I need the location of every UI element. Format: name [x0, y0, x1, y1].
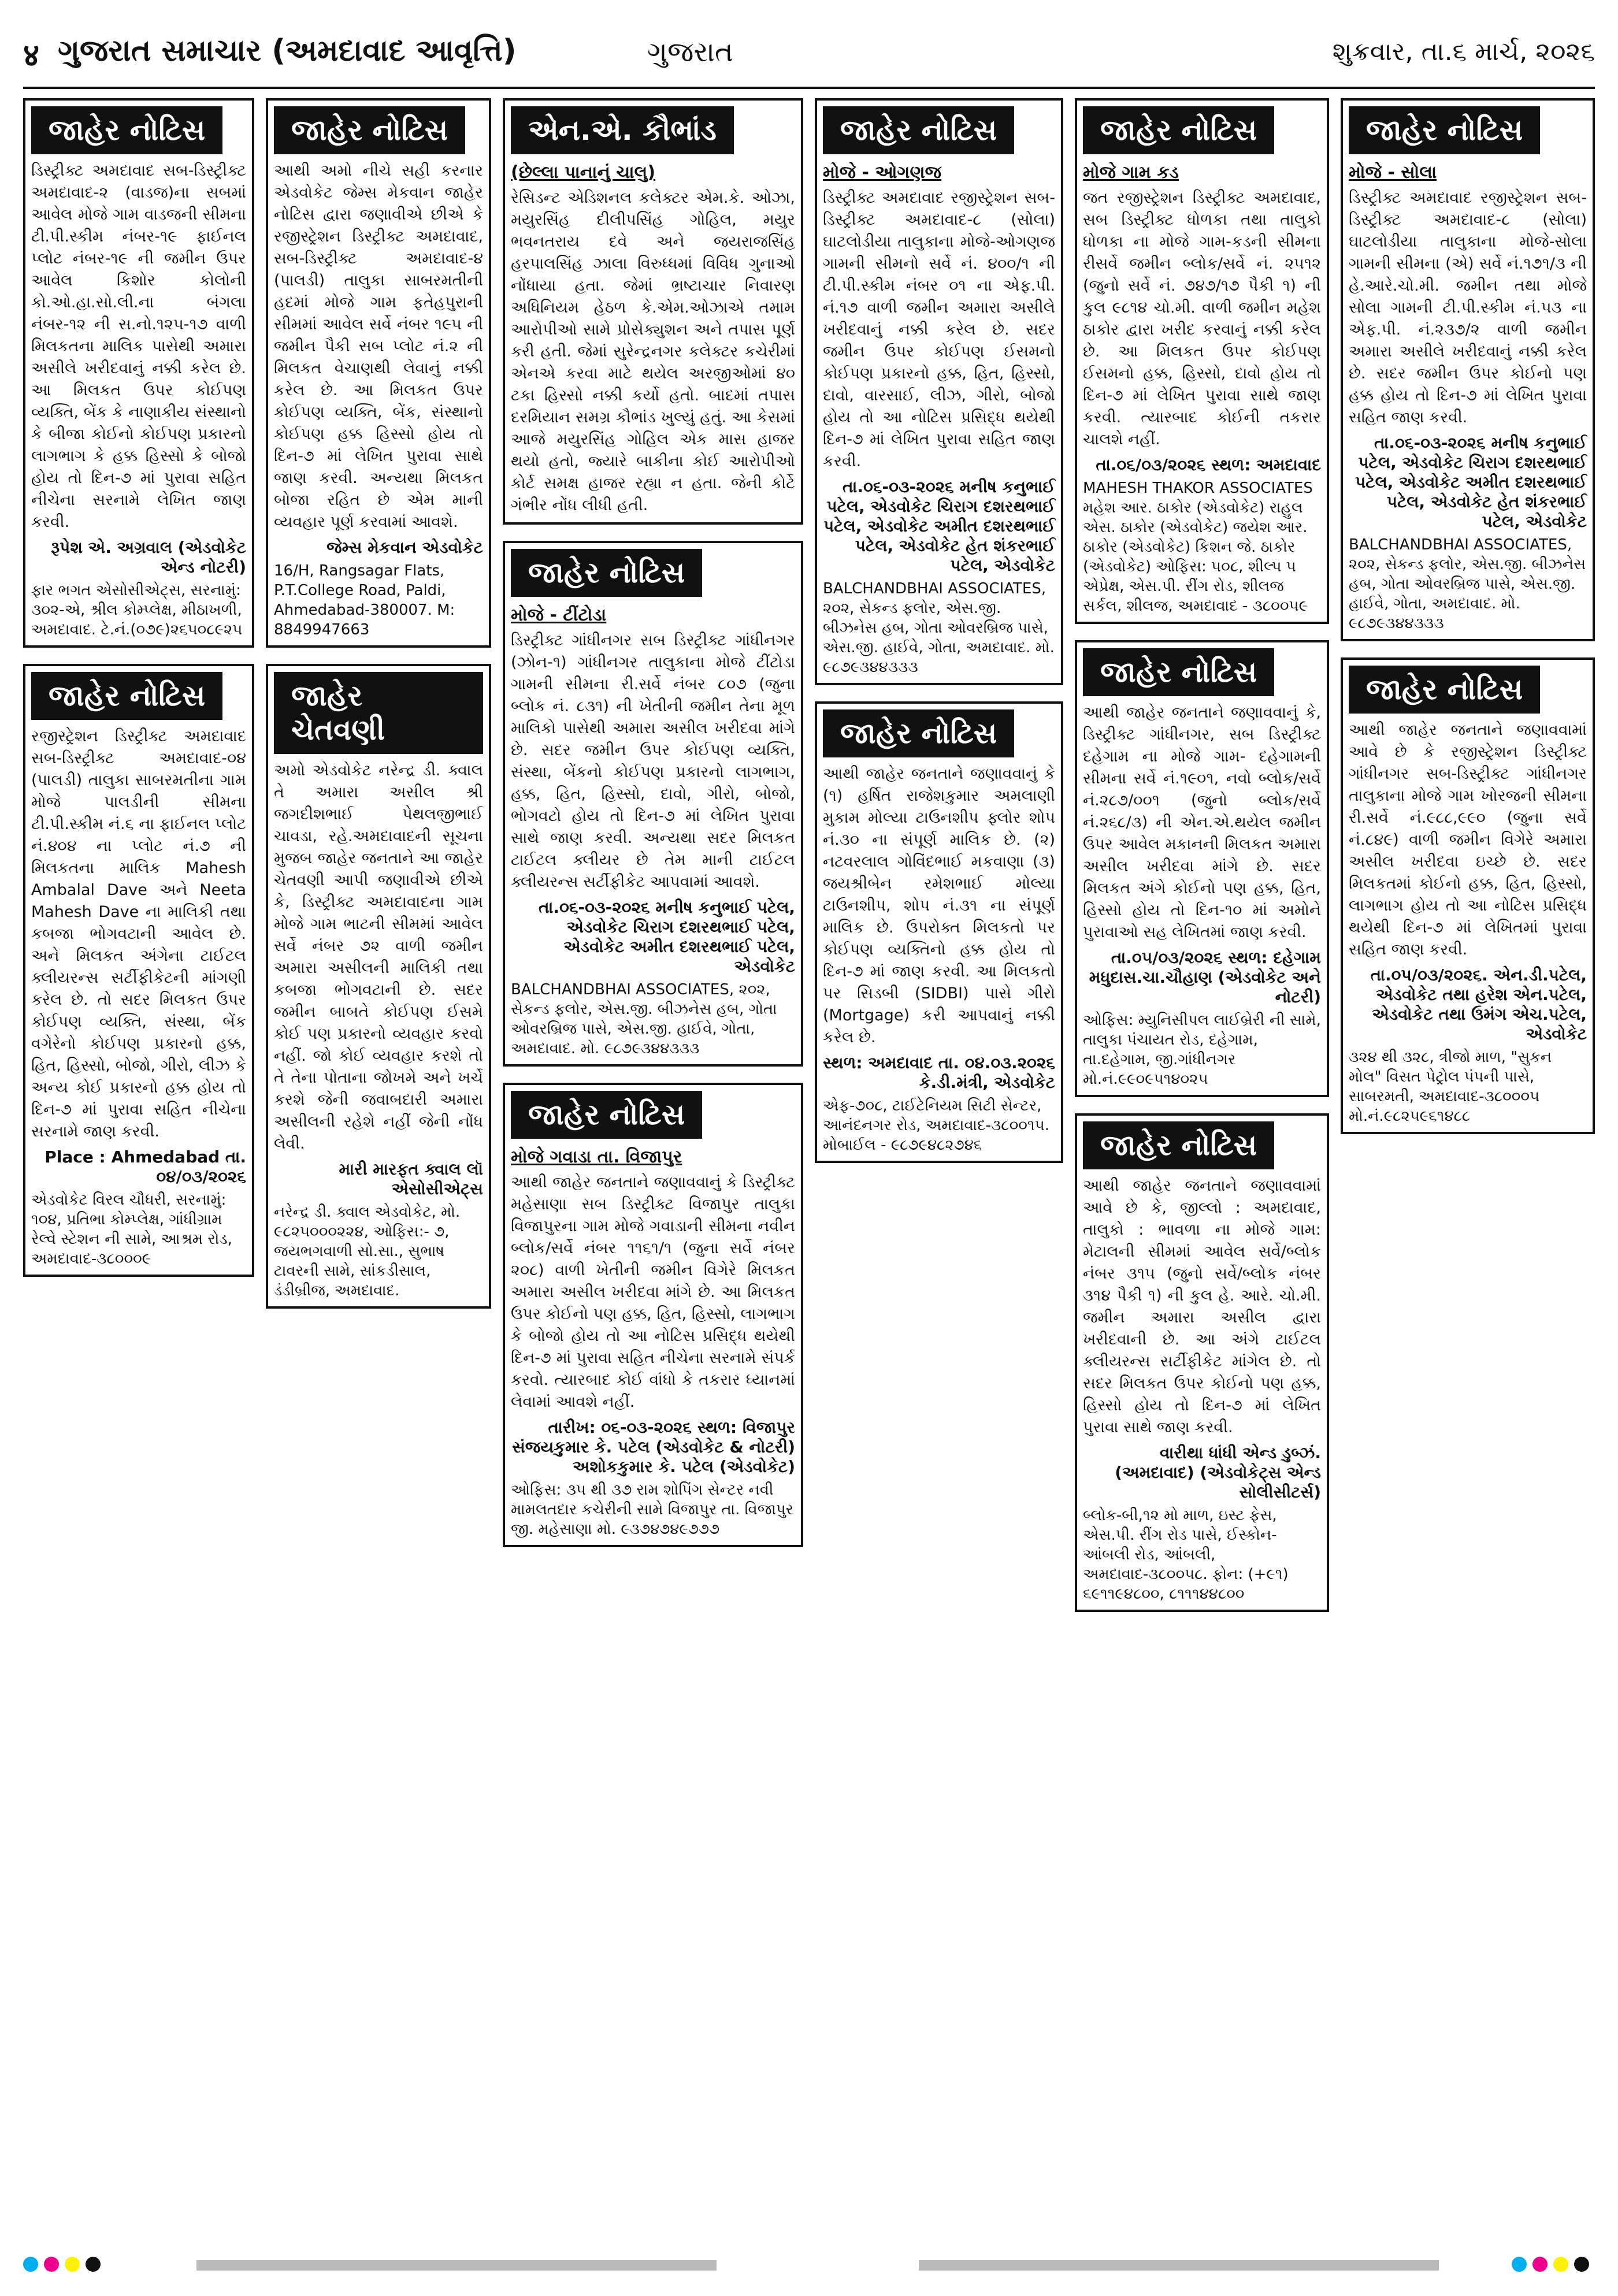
- notice-address: બ્લોક-બી,૧૨ મો માળ, ઇસ્ટ ફેસ, એસ.પી. રીંગ રોડ પાસે, ઈસ્કોન-આંબલી રોડ, આંબલી, અમદાવાદ-૩૮૦૦૫૮. ફોન: (+૯૧) ૬૯૧૧૯૪૮૦૦, ૮૧૧૧૪૪૮૦૦: [1083, 1507, 1289, 1603]
- notice-body: આથી જાહેર જનતાને જણાવવાનું કે ડિસ્ટ્રીક્ટ મહેસાણા સબ ડિસ્ટ્રીક્ટ વિજાપુર તાલુકા વિજાપુરના ગામ મોજે ગવાડાની સીમના નવીન બ્લોક/સર્વે નંબર ૧૧૬૧/૧ (જુના સર્વે નંબર ૨૦૮) વાળી ખેતીની જમીન વિગેરે મિલકત અમારા અસીલ ખરીદવા માંગે છે. આ મિલકત ઉપર કોઈનો પણ હક્ક, હિત, હિસ્સો, લાગભાગ કે બોજો હોય તો આ નોટિસ પ્રસિદ્ધ થયેથી દિન-૭ માં પુરાવા સહિત નીચેના સરનામે સંપર્ક કરવો. ત્યારબાદ કોઈ વાંધો કે તકરાર ધ્યાનમાં લેવામાં આવશે નહીં.: [511, 1173, 800, 1411]
- notice-advocate: જેમ્સ મેકવાન એડવોકેટ: [326, 538, 483, 557]
- notice-address: ઓફિસ: મ્યુનિસીપલ લાઈબ્રેરી ની સામે, તાલુકા પંચાયત રોડ, દહેગામ, તા.દહેગામ, જી.ગાંધીનગર મો.નં.૯૯૦૯૫૧૪૦૨૫: [1083, 1012, 1321, 1088]
- notice-title: જાહેર નોટિસ: [1349, 106, 1540, 154]
- notice-village: મોજે ગવાડા તા. વિજાપુર: [511, 1147, 682, 1167]
- notice: [815, 98, 1063, 685]
- masthead: ગુજરાત સમાચાર (અમદાવાદ આવૃત્તિ): [58, 34, 517, 68]
- notice-body: જત રજીસ્ટ્રેશન ડિસ્ટ્રીક્ટ અમદાવાદ, સબ ડિસ્ટ્રીક્ટ ધોળકા તથા તાલુકો ધોળકા ના મોજે ગામ-કડની સીમના રીસર્વે જમીન બ્લોક/સર્વે નં. ૨૫૧૨ (જુનો સર્વે નં. ૭૪૭/૧૭ પૈકી ૧) ની કુલ ૯૮૧૪ ચો.મી. વાળી જમીન મહેશ ઠાકોર દ્વારા ખરીદ કરવાનું નક્કી કરેલ છે. આ મિલકત ઉપર કોઈપણ ઈસમનો હક્ક, હિસ્સો, દાવો હોય તો દિન-૭ માં લેખિત પુરાવા સાથે જાણ કરવી. ત્યારબાદ કોઈની તકરાર ચાલશે નહીં.: [1083, 189, 1326, 448]
- notice-body: ડિસ્ટ્રીક્ટ અમદાવાદ રજીસ્ટ્રેશન સબ-ડિસ્ટ્રીક્ટ અમદાવાદ-૮ (સોલા) ઘાટલોડીયા તાલુકાના મોજે-ઓગણજ ગામની સીમનો સર્વે નં. ૪૦૦/૧ ની ટી.પી.સ્કીમ નંબર ૦૧ ના એફ.પી. નં.૧૭ વાળી જમીન અમારા અસીલે ખરીદવાનું નક્કી કરેલ છે. સદર જમીન ઉપર કોઈપણ ઈસમનો કોઈપણ પ્રકારનો હક્ક, હિત, હિસ્સો, દાવો, વારસાઈ, લીઝ, ગીરો, બોજો હોય તો આ નોટિસ પ્રસિદ્ધ થયેથી દિન-૭ માં લેખિત પુરાવા સહિત જાણ કરવી.: [823, 189, 1060, 470]
- notice-address: એડવોકેટ વિરલ ચૌધરી, સરનામું: ૧૦૪, પ્રતિભા કોમ્પ્લેક્ષ, ગાંધીગ્રામ રેલ્વે સ્ટેશન ની સામે, આશ્રમ રોડ, અમદાવાદ-૩૮૦૦૦૯: [31, 1191, 232, 1268]
- notice-title: જાહેર નોટિસ: [31, 106, 222, 154]
- notice-advocate: Place : Ahmedabad તા. ૦૪/૦૩/૨૦૨૬: [44, 1147, 246, 1186]
- notice-advocate: તા.૦૬-૦૩-૨૦૨૬ મનીષ કનુભાઈ પટેલ, એડવોકેટ ચિરાગ દશરથભાઈ પટેલ, એડવોકેટ અમીત દશરથભાઈ પટેલ, એડવોકેટ હેત શંકરભાઈ પટેલ, એડવોકેટ: [823, 477, 1055, 575]
- magenta-dot: [1532, 2257, 1548, 2272]
- section-title: ગુજરાત: [647, 36, 733, 68]
- column-6: [1341, 98, 1595, 1150]
- notice-advocate: તા.૦૫/૦૩/૨૦૨૬ સ્થળ: દહેગામ મધુદાસ.ચા.ચૌહાણ (એડવોકેટ અને નોટરી): [1089, 948, 1321, 1006]
- notice: [1075, 1113, 1329, 1612]
- notice: [1075, 640, 1329, 1097]
- article-body: રેસિડન્ટ એડિશનલ કલેક્ટર એમ.કે. ઓઝા, મયુરસિંહ દીલીપસિંહ ગોહિલ, મયુર ભવનતરાય દવે અને જયરાજસિંહ હરપાલસિંહ ઝાલા વિરુધ્ધમાં વિવિધ ગુનાઓ નોંધાયા હતા. જેમાં ભ્રષ્ટાચાર નિવારણ અધિનિયમ હેઠળ કે.એમ.ઓઝાએ તમામ આરોપીઓ સામે પ્રોસેક્યુશન અને તપાસ પૂર્ણ કરી હતી. જેમાં સુરેન્દ્રનગર કલેક્ટર કચેરીમાં એનએ કરવા માટે થયેલ અરજીઓમાં ૪૦ ટકા હિસ્સો નક્કી કર્યો હતો. બાદમાં તપાસ દરમિયાન સમગ્ર કૌભાંડ ખુલ્યું હતું. આ કેસમાં આજે મયુરસિંહ ગોહિલ એક માસ હાજર થયો હતો, જ્યારે બાકીના કોઈ આરોપીઓ કોર્ટ સમક્ષ હાજર રહ્યા ન હતા. જેની કોર્ટે ગંભીર નોંધ લીધી હતી.: [511, 189, 800, 514]
- notice-advocate: તા.૦૬-૦૩-૨૦૨૬ મનીષ કનુભાઈ પટેલ, એડવોકેટ ચિરાગ દશરથભાઈ પટેલ, એડવોકેટ અમીત દશરથભાઈ પટેલ, એડવોકેટ: [538, 898, 795, 976]
- notice-body: ડિસ્ટ્રીક્ટ ગાંધીનગર સબ ડિસ્ટ્રીક્ટ ગાંધીનગર (ઝોન-૧) ગાંધીનગર તાલુકાના મોજે ટીંટોડા ગામની સીમના રી.સર્વે નંબર ૮૦૭ (જુના બ્લોક નં. ૮૩૧) ની ખેતીની જમીન તેના મૂળ માલિકો પાસેથી અમારા અસીલ ખરીદવા માંગે છે. સદર જમીન ઉપર કોઈપણ વ્યક્તિ, સંસ્થા, બેંકનો કોઈપણ પ્રકારનો લાગભાગ, હક્ક, હિત, હિસ્સો, દાવો, ગીરો, બોજો, ભોગવટો હોય તો દિન-૭ માં લેખિત પુરાવા સાથે જાણ કરવી. અન્યથા સદર મિલકત ટાઈટલ ક્લીયર છે તેમ માની ટાઈટલ ક્લીયરન્સ સર્ટીફીકેટ આપવામાં આવશે.: [511, 631, 800, 891]
- notice-advocate: તા.૦૬-૦૩-૨૦૨૬ મનીષ કનુભાઈ પટેલ, એડવોકેટ ચિરાગ દશરથભાઈ પટેલ, એડવોકેટ અમીત દશરથભાઈ પટેલ, એડવોકેટ હેત શંકરભાઈ પટેલ, એડવોકેટ: [1355, 433, 1587, 531]
- notice-address: 16/H, Rangsagar Flats, P.T.College Road, Paldi, Ahmedabad-380007. M: 8849947663: [274, 562, 455, 638]
- notice-title: જાહેર નોટિસ: [823, 106, 1014, 154]
- color-registration-right: [1512, 2257, 1595, 2274]
- notice-body: આથી જાહેર જનતાને જણાવવાનું કે, ડિસ્ટ્રીક્ટ ગાંધીનગર, સબ ડિસ્ટ્રીક્ટ દહેગામ ના મોજે ગામ- દહેગામની સીમના સર્વે નં.૧૯૦૧, નવો બ્લોક/સર્વે નં.૨૮૭/૦૦૧ (જુનો બ્લોક/સર્વે નં.૨૬૮/૩) ની એન.એ.થયેલ જમીન ઉપર આવેલ મકાનની મિલકત અમારા અસીલ ખરીદવા માંગે છે. સદર મિલકત અંગે કોઈનો પણ હક્ક, હિત, હિસ્સો હોય તો દિન-૧૦ માં અમોને પુરાવાઓ સહ લેખિતમાં જાણ કરવી.: [1083, 704, 1326, 941]
- notice-address: BALCHANDBHAI ASSOCIATES, ૨૦૨, સેકન્ડ ફલોર, એસ.જી. બીઝનેસ હબ, ગોતા ઓવરબ્રિજ પાસે, એસ.જી. હાઈવે, ગોતા, અમદાવાદ. મો. ૯૮૭૯૩૪૪૩૩૩: [511, 981, 777, 1057]
- notice-advocate: રૂપેશ એ. અગ્રવાલ (એડવોકેટ એન્ડ નોટરી): [51, 538, 246, 577]
- article-title: એન.એ. કૌભાંડ: [511, 106, 734, 154]
- notice-body: આથી જાહેર જનતાને જણાવવાનું કે (૧) હર્ષિત રાજેશકુમાર અમલાણી મુકામ મોલ્યા ટાઉનશીપ ફ્લોર શોપ નં.૩૦ ના સંપૂર્ણ માલિક છે. (૨) નટવરલાલ ગોવિંદભાઈ મકવાણા (૩) જયશ્રીબેન રમેશભાઈ મોલ્યા ટાઉનશીપ, શોપ નં.૩૧ ના સંપૂર્ણ માલિક છે. ઉપરોક્ત મિલકતો પર કોઈપણ વ્યક્તિનો હક્ક હોય તો દિન-૭ માં જાણ કરવી. આ મિલકતો પર સિડબી (SIDBI) પાસે ગીરો (Mortgage) કરી આપવાનું નક્કી કરેલ છે.: [823, 765, 1060, 1046]
- yellow-dot: [65, 2257, 80, 2272]
- notice-title: જાહેર નોટિસ: [823, 709, 1014, 757]
- cyan-dot: [1512, 2257, 1527, 2272]
- notice-advocate: વારીથા ધાંધી એન્ડ ડુબ્ઝં. (અમદાવાદ) (એડવોકેટ્સ એન્ડ સોલીસીટર્સ): [1115, 1443, 1321, 1502]
- notice-title: જાહેર નોટિસ: [1083, 648, 1274, 696]
- notice-advocate: મારી મારફત ક્વાલ લૉ એસોસીએટ્સ: [339, 1160, 483, 1198]
- notice-title: જાહેર નોટિસ: [511, 1091, 702, 1139]
- notice: [815, 701, 1063, 1163]
- notice-title: જાહેર નોટિસ: [1349, 666, 1540, 714]
- cyan-dot: [23, 2257, 38, 2272]
- registration-bar: [196, 2260, 717, 2271]
- notice: [1075, 98, 1329, 624]
- page-footer: [23, 2253, 1595, 2276]
- notice-advocate: તા.૦૫/૦૩/૨૦૨૬. એન.ડી.પટેલ, એડવોકેટ તથા હરેશ એન.પટેલ, એડવોકેટ તથા ઉમંગ એચ.પટેલ, એડવોકેટ: [1370, 965, 1587, 1043]
- issue-date: શુક્રવાર, તા.૬ માર્ચ, ૨૦૨૬: [1332, 37, 1595, 66]
- notice-title: જાહેર નોટિસ: [1083, 106, 1274, 154]
- notice-body: ડિસ્ટ્રીક્ટ અમદાવાદ રજીસ્ટ્રેશન સબ-ડિસ્ટ્રીક્ટ અમદાવાદ-૮ (સોલા) ઘાટલોડીયા તાલુકાના મોજે-સોલા ગામની સીમના (એ) સર્વે નં.૧૭૧/૩ ની હે.આરે.ચો.મી. જમીન તથા મોજે સોલા ગામની ટી.પી.સ્કીમ નં.૫૩ ના એફ.પી. નં.૨૩૭/૨ વાળી જમીન અમારા અસીલે ખરીદવાનું નક્કી કરેલ છે. સદર જમીન ઉપર કોઈનો પણ હક્ક હોય તો દિન-૭ માં લેખિત પુરાવા સહિત જાણ કરવી.: [1349, 189, 1592, 426]
- notice: [1341, 98, 1595, 641]
- notice-body: આથી અમો નીચે સહી કરનાર એડવોકેટ જેમ્સ મેકવાન જાહેર નોટિસ દ્વારા જણાવીએ છીએ કે રજીસ્ટ્રેશન ડિસ્ટ્રીક્ટ અમદાવાદ, સબ-ડિસ્ટ્રીક્ટ અમદાવાદ-૪ (પાલડી) તાલુકા સાબરમતીની હદમાં મોજે ગામ ફતેહપુરાની સીમમાં આવેલ સર્વે નંબર ૧૯૫ ની જમીન પૈકી સબ પ્લોટ નં.૨ ની મિલકત વેચાણથી લેવાનું નક્કી કરેલ છે. આ મિલકત ઉપર કોઈપણ વ્યક્તિ, બેંક, સંસ્થાનો કોઈપણ હક્ક હિસ્સો હોય તો દિન-૭ માં લેખિત પુરાવા સાથે જાણ કરવી. અન્યથા મિલકત બોજા રહિત છે એમ માની વ્યવહાર પૂર્ણ કરવામાં આવશે.: [274, 162, 488, 531]
- notice: [1341, 657, 1595, 1134]
- registration-bar: [919, 2260, 1439, 2271]
- notice: [266, 98, 491, 648]
- notice-village: મોજે - ઓગણજ: [823, 162, 941, 183]
- notice-address: એફ-૭૦૮, ટાઈટેનિયમ સિટી સેન્ટર, આનંદનગર રોડ, અમદાવાદ-૩૮૦૦૧૫. મોબાઈલ - ૯૮૭૯૪૮૨૭૪૬: [823, 1097, 1049, 1154]
- news-article: [503, 98, 803, 525]
- column-3: [503, 98, 803, 1563]
- notice: [23, 664, 254, 1277]
- black-dot: [1574, 2257, 1589, 2272]
- notice-village: મોજે - સોલા: [1349, 162, 1437, 183]
- notice-address: ફાર ભગત એસોસીએટ્સ, સરનામું: ૩૦૨-એ, શ્રીલ કોમ્પ્લેક્ષ, મીઠાખળી, અમદાવાદ. ટે.નં.(૦૭૯)૨૬૫૦૮૯૨૫: [31, 582, 243, 638]
- notice: [266, 664, 491, 1309]
- notice-address: BALCHANDBHAI ASSOCIATES, ૨૦૨, સેકન્ડ ફલોર, એસ.જી. બીઝનેસ હબ, ગોતા ઓવરબ્રિજ પાસે, એસ.જી. હાઈવે, ગોતા, અમદાવાદ. મો. ૯૮૭૯૩૪૪૩૩૩: [1349, 536, 1586, 632]
- notice-body: આથી જાહેર જનતાને જણાવવામાં આવે છે કે રજીસ્ટ્રેશન ડિસ્ટ્રીક્ટ ગાંધીનગર સબ-ડિસ્ટ્રીક્ટ ગાંધીનગર તાલુકાના મોજે ગામ ખોરજની સીમના રી.સર્વે નં.૯૮૮,૯૯૦ (જુના સર્વે નં.૮૪૯) વાળી જમીન વિગેરે અમારા અસીલ ખરીદવા ઇચ્છે છે. સદર મિલકતમાં કોઈનો હક્ક, હિત, હિસ્સો, લાગભાગ હોય તો આ નોટિસ પ્રસિદ્ધ થયેથી દિન-૭ માં લેખિતમાં પુરાવા સહિત જાણ કરવી.: [1349, 721, 1592, 958]
- notice-title: જાહેર નોટિસ: [511, 549, 702, 597]
- column-1: [23, 98, 254, 1293]
- column-5: [1075, 98, 1329, 1628]
- notice-advocate: તારીખ: ૦૬-૦૩-૨૦૨૬ સ્થળ: વિજાપુર સંજયકુમાર કે. પટેલ (એડવોકેટ & નોટરી) અશોકકુમાર કે. પટેલ (એડવોકેટ): [512, 1418, 795, 1476]
- black-dot: [86, 2257, 101, 2272]
- notice-title: જાહેર નોટિસ: [31, 672, 222, 720]
- notice-body: અમો એડવોકેટ નરેન્દ્ર ડી. ક્વાલ તે અમારા અસીલ શ્રી જગદીશભાઈ પેથલજીભાઈ ચાવડા, રહે.અમદાવાદની સૂચના મુજબ જાહેર જનતાને આ જાહેર ચેતવણી આપી જણાવીએ છીએ કે, ડિસ્ટ્રીક્ટ અમદાવાદના ગામ મોજે ગામ ભાટની સીમમાં આવેલ સર્વે નંબર ૭૨ વાળી જમીન અમારા અસીલની માલિકી તથા કબજા ભોગવટાની છે. સદર જમીન બાબતે કોઈપણ ઈસમે કોઈ પણ પ્રકારનો વ્યવહાર કરવો નહીં. જો કોઈ વ્યવહાર કરશે તો તે તેના પોતાના જોખમે અને ખર્ચે કરશે જેની જવાબદારી અમારા અસીલની રહેશે નહીં જેની નોંધ લેવી.: [274, 761, 488, 1153]
- color-registration-left: [23, 2257, 106, 2274]
- yellow-dot: [1553, 2257, 1568, 2272]
- page-number: ४: [23, 37, 40, 73]
- notice-address: ઓફિસ: ૩૫ થી ૩૭ રામ શોપિંગ સેન્ટર નવી મામલતદાર કચેરીની સામે વિજાપુર તા. વિજાપુર જી. મહેસાણા મો. ૯૩૭૪૭૪૯૭૭૭: [511, 1481, 794, 1538]
- column-2: [266, 98, 491, 1325]
- notice: [503, 1083, 803, 1547]
- notice-title: જાહેર ચેતવણી: [274, 672, 483, 754]
- notice-advocate: સ્થળ: અમદાવાદ તા. ૦૪.૦૩.૨૦૨૬ કે.ડી.મંત્રી, એડવોકેટ: [823, 1053, 1055, 1092]
- page-header: [23, 23, 1595, 87]
- notice-address: MAHESH THAKOR ASSOCIATES મહેશ આર. ઠાકોર (એડવોકેટ) રાહુલ એસ. ઠાકોર (એડવોકેટ) જયેશ આર. ઠાકોર (એડવોકેટ) કિશન જે. ઠાકોર (એડવોકેટ) ઓફિસ: ૫૦૮, શીલ્પ ૫ એપ્રેક્ષ, એસ.પી. રીંગ રોડ, શીલજ સર્કલ, શીલજ, અમદાવાદ - ૩૮૦૦૫૯: [1083, 480, 1313, 615]
- notice: [503, 541, 803, 1067]
- notice-advocate: તા.૦૬/૦૩/૨૦૨૬ સ્થળ: અમદાવાદ: [1096, 455, 1321, 474]
- magenta-dot: [44, 2257, 59, 2272]
- notice-title: જાહેર નોટિસ: [274, 106, 465, 154]
- notice-address: BALCHANDBHAI ASSOCIATES, ૨૦૨, સેકન્ડ ફલોર, એસ.જી. બીઝનેસ હબ, ગોતા ઓવરબ્રિજ પાસે, એસ.જી. હાઈવે, ગોતા, અમદાવાદ. મો. ૯૮૭૯૩૪૪૩૩૩: [823, 580, 1055, 676]
- notice-title: જાહેર નોટિસ: [1083, 1121, 1274, 1169]
- article-subtitle: (છેલ્લા પાનાનું ચાલુ): [511, 162, 656, 183]
- notice-body: ડિસ્ટ્રીક્ટ અમદાવાદ સબ-ડિસ્ટ્રીક્ટ અમદાવાદ-૨ (વાડજ)ના સબમાં આવેલ મોજે ગામ વાડજની સીમના ટી.પી.સ્કીમ નંબર-૧૯ ફાઈનલ પ્લોટ નંબર-૧૯ ની જમીન ઉપર આવેલ કિશોર કોલોની કો.ઓ.હા.સો.લી.ના બંગલા નંબર-૧૨ ની સ.નો.૧૨૫-૧૭ વાળી મિલકતના માલિક પાસેથી અમારા અસીલે ખરીદવાનું નક્કી કરેલ છે. આ મિલકત ઉપર કોઈપણ વ્યક્તિ, બેંક કે નાણાકીય સંસ્થાનો કે બીજા કોઈનો કોઈપણ પ્રકારનો લાગભાગ કે હક્ક હિસ્સો કે બોજો હોય તો દિન-૭ માં પુરાવા સહિત નીચેના સરનામે લેખિત જાણ કરવી.: [31, 162, 251, 531]
- notice-body: આથી જાહેર જનતાને જણાવવામાં આવે છે કે, જીલ્લો : અમદાવાદ, તાલુકો : ભાવળા ના મોજે ગામ: મેટાલની સીમમાં આવેલ સર્વે/બ્લોક નંબર ૩૧૫ (જુનો સર્વે/બ્લોક નંબર ૩૧૪ પૈકી ૧) ની કુલ હે. આરે. ચો.મી. જમીન અમારા અસીલ દ્વારા ખરીદવાની છે. આ અંગે ટાઈટલ ક્લીયરન્સ સર્ટીફીકેટ માંગેલ છે. તો સદર મિલકત ઉપર કોઈનો પણ હક્ક, હિસ્સો હોય તો દિન-૭ માં લેખિત પુરાવા સાથે જાણ કરવી.: [1083, 1177, 1326, 1436]
- notice-village: મોજે - ટીંટોડા: [511, 605, 607, 625]
- header-rule: [23, 87, 1595, 89]
- notice-body: રજીસ્ટ્રેશન ડિસ્ટ્રીક્ટ અમદાવાદ સબ-ડિસ્ટ્રીક્ટ અમદાવાદ-૦૪ (પાલડી) તાલુકા સાબરમતીના ગામ મોજે પાલડીની સીમના ટી.પી.સ્કીમ નં.૬ ના ફાઈનલ પ્લોટ નં.૪૦૪ ના પ્લોટ નં.૭ ની મિલકતના માલિક Mahesh Ambalal Dave અને Neeta Mahesh Dave ના માલિકી તથા કબજા ભોગવટાની આવેલ છે. અને મિલકત અંગેના ટાઈટલ ક્લીયરન્સ સર્ટીફીકેટની માંગણી કરેલ છે. તો સદર મિલકત ઉપર કોઈપણ વ્યક્તિ, સંસ્થા, બેંક વગેરેનો કોઈપણ પ્રકારનો હક્ક, હિત, હિસ્સો, બોજો, ગીરો, લીઝ કે અન્ય કોઈ પ્રકારનો હક્ક હોય તો દિન-૭ માં પુરાવા સહિત નીચેના સરનામે જાણ કરવી.: [31, 727, 251, 1140]
- notice-address: ૩૨૪ થી ૩૨૮, ત્રીજો માળ, "સુકન મોલ" વિસત પેટ્રોલ પંપની પાસે, સાબરમતી, અમદાવાદ-૩૮૦૦૦૫ મો.નં.૯૮૨૫૯૬૧૪૮૮: [1349, 1049, 1552, 1125]
- notice: [23, 98, 254, 648]
- column-4: [815, 98, 1063, 1179]
- notice-village: મોજે ગામ કડ: [1083, 162, 1179, 183]
- notice-address: નરેન્દ્ર ડી. ક્વાલ એડવોકેટ, મો. ૯૮૨૫૦૦૦૨૨૪, ઓફિસ:- ૭, જયભગવાળી સો.સા., સુભાષ ટાવરની સામે, સાંકડીસાલ, ડંડીબ્રીજ, અમદાવાદ.: [274, 1203, 461, 1299]
